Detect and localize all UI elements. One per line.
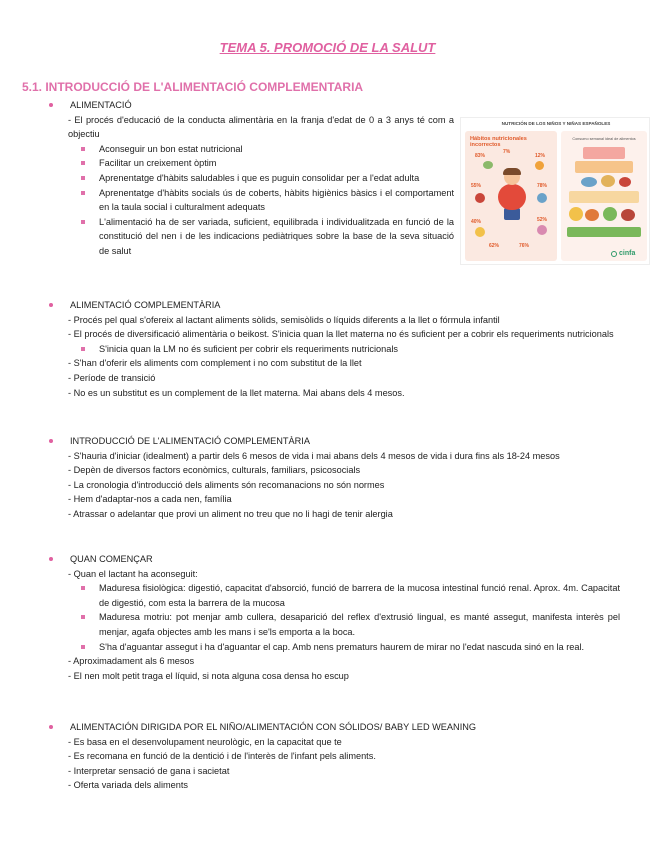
paragraph: - Es recomana en funció de la dentició i de l'interès de l'infant pels aliments. bbox=[68, 751, 376, 762]
paragraph: - La cronologia d'introducció dels aliments són recomanacions no són normes bbox=[68, 479, 385, 490]
infographic-title: NUTRICIÓN DE LOS NIÑOS Y NIÑAS ESPAÑOLES bbox=[501, 121, 611, 126]
list-item: Aprenentatge d'hàbits saludables i que es puguin consolidar per a l'edat adulta bbox=[40, 171, 454, 186]
cinfa-brand: cinfa bbox=[619, 250, 636, 257]
section-alimentacio bbox=[40, 98, 454, 259]
stat-percent: 62% bbox=[489, 243, 500, 249]
paragraph: - El procés de diversificació alimentària o beikost. S'inicia quan la llet materna no és suficient per a cobrir els requeriments nutricionals bbox=[68, 329, 614, 340]
section-baby-led-weaning bbox=[40, 720, 620, 793]
list-item: L'alimentació ha de ser variada, suficient, equilibrada i individualitzada en funció de la constitució del nen i de les indicacions pediàtriques sobre la base de la seva situació de salut bbox=[40, 215, 454, 259]
list-item: Maduresa fisiològica: digestió, capacitat d'absorció, funció de barrera de la mucosa intestinal funció renal. Aprox. 4m. Capacitat de digestió, com esta la barrera de la mucosa bbox=[40, 581, 620, 610]
paragraph: - S'han d'oferir els aliments com complement i no com substitut de la llet bbox=[68, 358, 362, 369]
section-heading: ALIMENTACIÓN DIRIGIDA POR EL NIÑO/ALIMENTACIÓN CON SÓLIDOS/ BABY LED WEANING bbox=[40, 720, 620, 735]
paragraph: - Quan el lactant ha aconseguit: bbox=[68, 568, 198, 579]
section-introduccio bbox=[40, 434, 620, 522]
stat-percent: 55% bbox=[471, 183, 482, 189]
infographic-right-panel bbox=[561, 131, 647, 261]
stat-percent: 52% bbox=[537, 217, 548, 223]
infographic-right-heading: Consumo semanal ideal de alimentos bbox=[572, 137, 636, 141]
paragraph: - Atrassar o adelantar que provi un aliment no treu que no li hagi de tenir alergia bbox=[68, 508, 393, 519]
list-item: S'inicia quan la LM no és suficient per cobrir els requeriments nutricionals bbox=[40, 342, 620, 357]
infographic-left-heading: Hábitos nutricionales incorrectos bbox=[470, 136, 527, 148]
cinfa-logo-icon bbox=[611, 251, 617, 257]
paragraph: - El procés d'educació de la conducta alimentària en la franja d'edat de 0 a 3 anys té com a objectiu bbox=[68, 114, 454, 140]
infographic-left-panel bbox=[465, 131, 557, 261]
stat-percent: 78% bbox=[537, 183, 548, 189]
paragraph: - Procés pel qual s'ofereix al lactant aliments sòlids, semisòlids o líquids diferents a la llet o fórmula infantil bbox=[68, 314, 500, 325]
stat-percent: 76% bbox=[519, 243, 530, 249]
page-title: TEMA 5. PROMOCIÓ DE LA SALUT bbox=[219, 40, 436, 55]
paragraph: - Hem d'adaptar-nos a cada nen, família bbox=[68, 494, 232, 505]
paragraph: - El nen molt petit traga el líquid, si nota alguna cosa densa ho escup bbox=[68, 670, 349, 681]
nutrition-infographic bbox=[460, 117, 650, 265]
paragraph: - S'hauria d'iniciar (idealment) a partir dels 6 mesos de vida i mai abans dels 4 mesos de vida i dura fins als 18-24 mesos bbox=[68, 450, 560, 461]
section-heading: ALIMENTACIÓ COMPLEMENTÀRIA bbox=[40, 298, 620, 313]
paragraph: - Aproximadament als 6 mesos bbox=[68, 656, 195, 667]
list-item: Aconseguir un bon estat nutricional bbox=[40, 142, 454, 157]
section-subtitle: 5.1. INTRODUCCIÓ DE L'ALIMENTACIÓ COMPLEMENTARIA bbox=[22, 80, 364, 94]
section-heading: QUAN COMENÇAR bbox=[40, 552, 620, 567]
section-heading: INTRODUCCIÓ DE L'ALIMENTACIÓ COMPLEMENTÀRIA bbox=[40, 434, 620, 449]
section-alimentacio-complementaria bbox=[40, 298, 620, 400]
paragraph: - Oferta variada dels aliments bbox=[68, 780, 188, 791]
list-item: Facilitar un creixement òptim bbox=[40, 156, 454, 171]
list-item: Aprenentatge d'hàbits socials ús de coberts, hàbits higiènics bàsics i el comportament en la taula social i culturalment adequats bbox=[40, 186, 454, 215]
list-item: S'ha d'aguantar assegut i ha d'aguantar el cap. Amb nens prematurs haurem de mirar no l'edat nascuda sinó en la real. bbox=[40, 640, 620, 655]
paragraph: - Depèn de diversos factors econòmics, culturals, familiars, psicosocials bbox=[68, 465, 361, 476]
paragraph: - No es un substitut es un complement de la llet materna. Mai abans dels 4 mesos. bbox=[68, 387, 405, 398]
stat-percent: 40% bbox=[471, 219, 482, 225]
paragraph: - Període de transició bbox=[68, 372, 156, 383]
stat-percent: 7% bbox=[503, 149, 511, 155]
section-heading: ALIMENTACIÓ bbox=[40, 98, 454, 113]
stat-percent: 12% bbox=[535, 153, 546, 159]
list-item: Maduresa motriu: pot menjar amb cullera, desaparició del reflex d'extrusió lingual, es manté assegut, manifesta interès pel menjar, agafa objectes amb les mans i se'ls emporta a la boca. bbox=[40, 610, 620, 639]
section-quan-comencar bbox=[40, 552, 620, 683]
paragraph: - Es basa en el desenvolupament neurològic, en la capacitat que te bbox=[68, 736, 342, 747]
child-illustration-icon bbox=[495, 169, 529, 221]
stat-percent: 83% bbox=[475, 153, 486, 159]
paragraph: - Interpretar sensació de gana i sacietat bbox=[68, 765, 230, 776]
